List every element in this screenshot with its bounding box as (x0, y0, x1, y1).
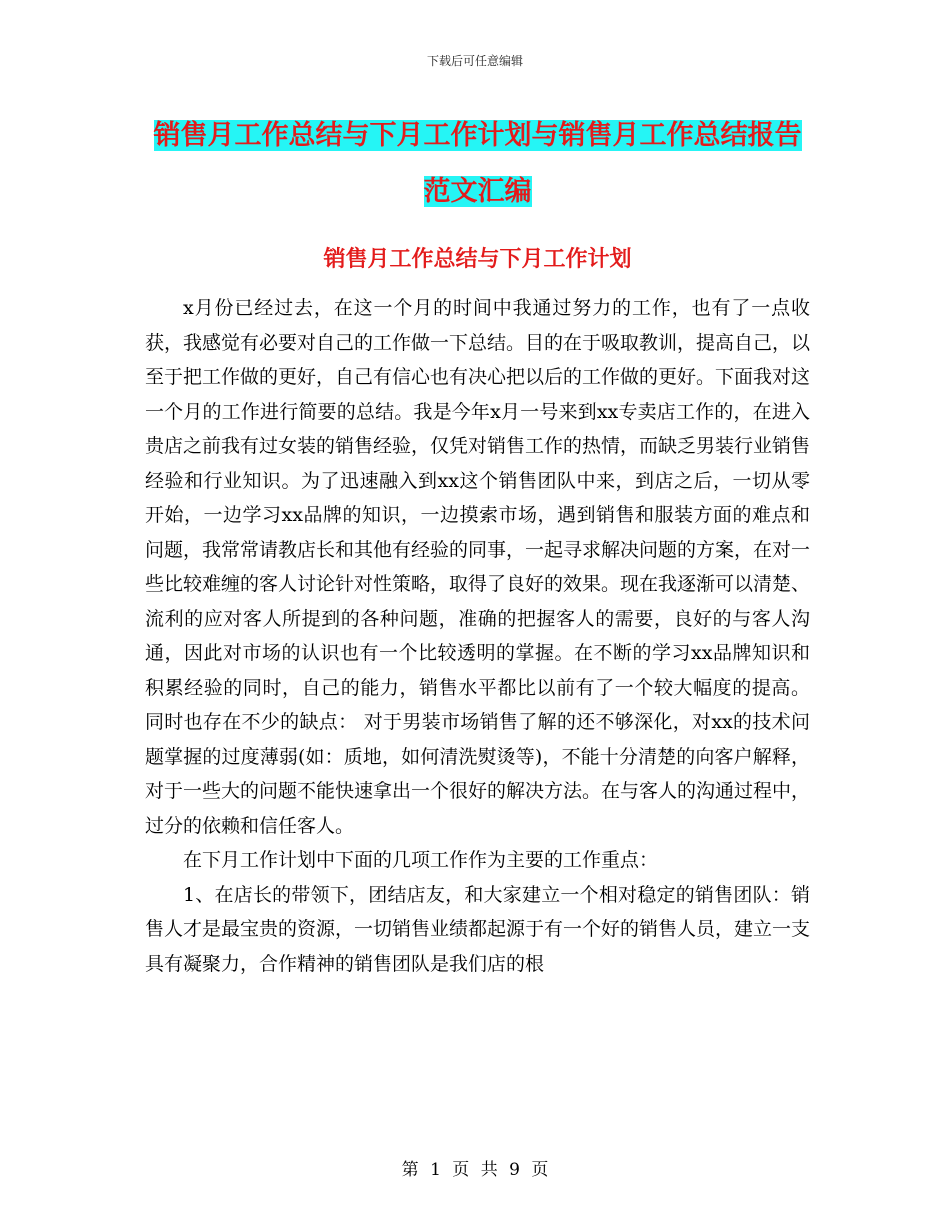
document-title (145, 108, 810, 220)
page-footer: 第 1 页 共 9 页 (401, 1160, 549, 1180)
document-title-text: 销售月工作总结与下月工作计划与销售月工作总结报告范文汇编 (153, 120, 802, 207)
section-title: 销售月工作总结与下月工作计划 (323, 246, 632, 272)
body-text (145, 291, 810, 981)
paragraph: 在下月工作计划中下面的几项工作作为主要的工作重点： (183, 849, 659, 871)
paragraph: x月份已经过去，在这一个月的时间中我通过努力的工作，也有了一点收获，我感觉有必要对自己的工作做一下总结。目的在于吸取教训，提高自己，以至于把工作做的更好，自己有信心也有决心把以后的工作做的更好。下面我对这一个月的工作进行简要的总结。我是今年x月一号来到xx专卖店工作的，在进入贵店之前我有过女装的销售经验，仅凭对销售工作的热情，而缺乏男装行业销售经验和行业知识。为了迅速融入到xx这个销售团队中来，到店之后，一切从零开始，一边学习xx品牌的知识，一边摸索市场，遇到销售和服装方面的难点和问题，我常常请教店长和其他有经验的同事，一起寻求解决问题的方案，在对一些比较难缠的客人讨论针对性策略，取得了良好的效果。现在我逐渐可以清楚、流利的应对客人所提到的各种问题，准确的把握客人的需要，良好的与客人沟通，因此对市场的认识也有一个比较透明的掌握。在不断的学习xx品牌知识和积累经验的同时，自己的能力，销售水平都比以前有了一个较大幅度的提高。 同时也存在不少的缺点： 对于男装市场销售了解的还不够深化，对xx的技术问题掌握的过度薄弱(如：质地，如何清洗熨烫等)，不能十分清楚的向客户解释，对于一些大的问题不能快速拿出一个很好的解决方法。在与客人的沟通过程中，过分的依赖和信任客人。 (145, 297, 811, 837)
paragraph: 1、在店长的带领下，团结店友，和大家建立一个相对稳定的销售团队：销售人才是最宝贵的资源，一切销售业绩都起源于有一个好的销售人员，建立一支具有凝聚力，合作精神的销售团队是我们店的根 (145, 883, 811, 975)
header-note: 下载后可任意编辑 (426, 54, 523, 68)
